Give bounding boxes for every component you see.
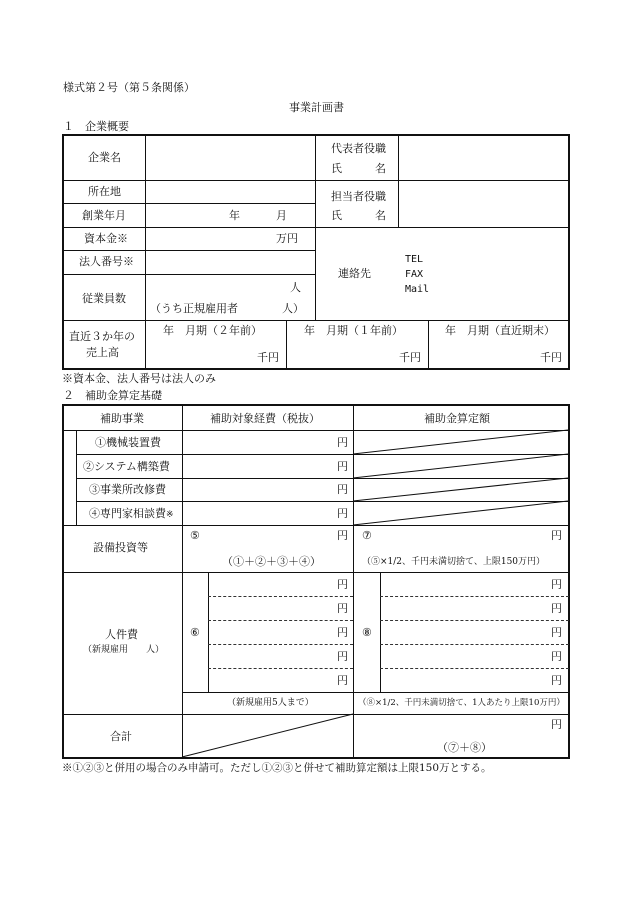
labor-calc-unit: 円 [551, 602, 562, 615]
labor-calc-unit: 円 [551, 578, 562, 591]
equipment-number: ⑤ [190, 529, 200, 542]
company-name-label: 企業名 [88, 151, 121, 164]
equipment-calc-unit: 円 [551, 529, 562, 542]
founded-month-unit: 月 [276, 209, 287, 222]
regular-employees-note: （うち正規雇用者 人） [150, 302, 304, 315]
equipment-calc-formula: （⑤×1/2、千円未満切捨て、上限150万円） [362, 557, 546, 567]
item-renovation-label: ③事業所改修費 [89, 483, 166, 496]
equipment-label: 設備投資等 [93, 541, 148, 554]
item-renovation-unit: 円 [337, 483, 348, 496]
founded-year-unit: 年 [229, 209, 240, 222]
address-label: 所在地 [88, 185, 121, 198]
page-title: 事業計画書 [289, 101, 344, 114]
labor-unit: 円 [337, 602, 348, 615]
period-1y-label: 年 月期（１年前） [304, 324, 403, 337]
sales-label: 直近３か年の [69, 330, 135, 343]
sales-label-2: 売上高 [86, 346, 119, 359]
item-consultant-unit: 円 [337, 507, 348, 520]
period-latest-unit: 千円 [540, 351, 562, 364]
employees-unit: 人 [290, 281, 301, 294]
subsidy-note: ※①②③と併用の場合のみ申請可。ただし①②③と併せて補助算定額は上限150万とする。 [62, 762, 492, 774]
equipment-formula: （①＋②＋③＋④） [222, 555, 321, 568]
labor-calc-unit: 円 [551, 626, 562, 639]
contact-person-label: 担当者役職 [331, 190, 386, 203]
contact-person-name-label: 氏 名 [331, 209, 386, 222]
employees-label: 従業員数 [82, 292, 126, 305]
item-consultant-label: ④専門家相談費 [89, 507, 166, 520]
labor-unit: 円 [337, 650, 348, 663]
form-number: 様式第２号（第５条関係） [63, 81, 195, 94]
founded-label: 創業年月 [82, 209, 126, 222]
total-unit: 円 [551, 718, 562, 731]
mail-label: Mail [405, 284, 430, 295]
labor-label: 人件費 [105, 628, 138, 641]
item-system-label: ②システム構築費 [83, 460, 170, 473]
labor-number: ⑥ [190, 626, 200, 639]
equipment-calc-number: ⑦ [362, 529, 372, 542]
section-heading-subsidy: ２ 補助金算定基礎 [63, 389, 162, 402]
item-machinery-label: ①機械装置費 [95, 436, 161, 449]
labor-calc-number: ⑧ [362, 626, 372, 639]
col-subsidy-amount: 補助金算定額 [424, 412, 490, 425]
period-1y-unit: 千円 [399, 351, 421, 364]
section-heading-company: １ 企業概要 [63, 120, 129, 133]
col-subsidy-project: 補助事業 [100, 412, 144, 425]
capital-label: 資本金※ [84, 232, 128, 245]
item-consultant-mark: ※ [166, 510, 174, 520]
labor-unit: 円 [337, 626, 348, 639]
total-formula: （⑦＋⑧） [437, 741, 492, 754]
labor-new-hires: （新規雇用 人） [83, 645, 165, 655]
labor-unit: 円 [337, 578, 348, 591]
item-system-unit: 円 [337, 460, 348, 473]
equipment-unit: 円 [337, 529, 348, 542]
item-machinery-unit: 円 [337, 436, 348, 449]
period-latest-label: 年 月期（直近期末） [445, 324, 555, 337]
col-eligible-expense: 補助対象経費（税抜） [210, 412, 320, 425]
capital-unit: 万円 [276, 232, 298, 245]
fax-label: FAX [405, 269, 424, 280]
total-label: 合計 [110, 730, 132, 743]
corporate-number-label: 法人番号※ [79, 255, 134, 268]
company-note: ※資本金、法人番号は法人のみ [62, 372, 216, 385]
contact-label: 連絡先 [338, 267, 371, 280]
labor-note: （新規雇用5人まで） [227, 698, 314, 708]
representative-label: 代表者役職 [331, 142, 386, 155]
labor-calc-unit: 円 [551, 650, 562, 663]
tel-label: TEL [405, 254, 424, 265]
representative-name-label: 氏 名 [331, 162, 386, 175]
labor-calc-unit: 円 [551, 674, 562, 687]
period-2y-unit: 千円 [257, 351, 279, 364]
labor-calc-note: （⑧×1/2、千円未満切捨て、1人あたり上限10万円） [358, 698, 565, 708]
labor-unit: 円 [337, 674, 348, 687]
period-2y-label: 年 月期（２年前） [163, 324, 262, 337]
